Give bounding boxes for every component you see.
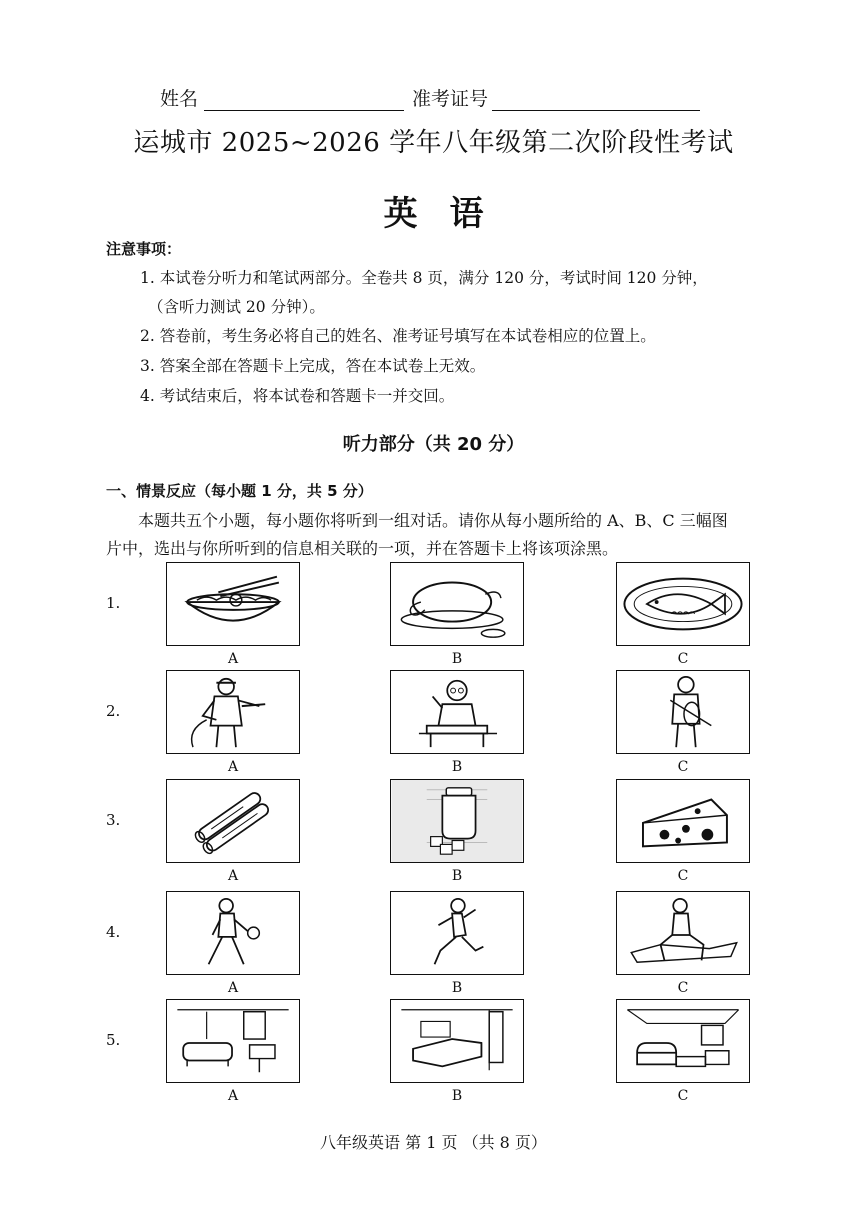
noodle-bowl-icon [167,563,299,645]
notice-item: 3. 答案全部在答题卡上完成，答在本试卷上无效。 [140,357,486,375]
notice-heading: 注意事项： [106,240,182,258]
name-label: 姓名 [160,88,199,110]
option-picture-a [166,999,300,1083]
runner-icon [391,892,523,974]
option-picture-c [616,999,750,1083]
question-number: 1. [106,594,121,612]
jar-icon [391,780,523,862]
bedroom-icon [391,1000,523,1082]
notice-item: 1. 本试卷分听力和笔试两部分。全卷共 8 页，满分 120 分，考试时间 120 分钟， [140,269,708,287]
page-footer: 八年级英语 第 1 页 （共 8 页） [320,1133,547,1152]
teacher-icon [391,671,523,753]
notice-item: （含听力测试 20 分钟）。 [148,298,325,316]
option-label: B [451,651,463,667]
listening-section-title: 听力部分（共 20 分） [342,434,525,455]
sitting-boy-icon [617,892,749,974]
instruction-line: 片中，选出与你所听到的信息相关联的一项，并在答题卡上将该项涂黑。 [106,539,619,558]
option-picture-c [616,562,750,646]
instruction-line: 本题共五个小题，每小题你将听到一组对话。请你从每小题所给的 A、B、C 三幅图 [138,511,728,530]
option-picture-a [166,779,300,863]
option-picture-b [390,891,524,975]
living-room-icon [617,1000,749,1082]
notice-item: 2. 答卷前，考生务必将自己的姓名、准考证号填写在本试卷相应的位置上。 [140,327,656,345]
option-picture-b [390,670,524,754]
question-number: 2. [106,702,121,720]
notice-item: 4. 考试结束后，将本试卷和答题卡一并交回。 [140,387,455,405]
option-label: B [451,980,463,996]
option-label: C [677,868,689,884]
option-label: B [451,868,463,884]
option-picture-b [390,999,524,1083]
bathroom-icon [167,1000,299,1082]
option-label: B [451,759,463,775]
option-label: A [227,651,239,667]
option-label: A [227,980,239,996]
question-number: 5. [106,1031,121,1049]
firefighter-icon [167,671,299,753]
option-picture-c [616,891,750,975]
candidate-info-line [160,84,730,111]
option-picture-b [390,562,524,646]
roast-chicken-icon [391,563,523,645]
option-picture-c [616,779,750,863]
option-label: A [227,759,239,775]
option-picture-a [166,562,300,646]
question-number: 3. [106,811,121,829]
subject-title: 英语 [383,194,516,234]
option-label: A [227,868,239,884]
exam-id-label: 准考证号 [412,88,489,110]
option-label: C [677,1088,689,1104]
option-label: C [677,651,689,667]
basketball-player-icon [167,892,299,974]
option-picture-a [166,891,300,975]
name-blank[interactable] [204,90,404,111]
cheese-icon [617,780,749,862]
exam-title: 运城市 2025~2026 学年八年级第二次阶段性考试 [133,128,734,158]
violinist-icon [617,671,749,753]
option-picture-c [616,670,750,754]
question-number: 4. [106,923,121,941]
cinnamon-icon [167,780,299,862]
option-label: C [677,980,689,996]
fish-plate-icon [617,563,749,645]
option-label: B [451,1088,463,1104]
option-label: A [227,1088,239,1104]
option-picture-a [166,670,300,754]
option-label: C [677,759,689,775]
exam-id-blank[interactable] [492,90,700,111]
option-picture-b [390,779,524,863]
part-one-heading: 一、情景反应（每小题 1 分，共 5 分） [106,482,373,500]
